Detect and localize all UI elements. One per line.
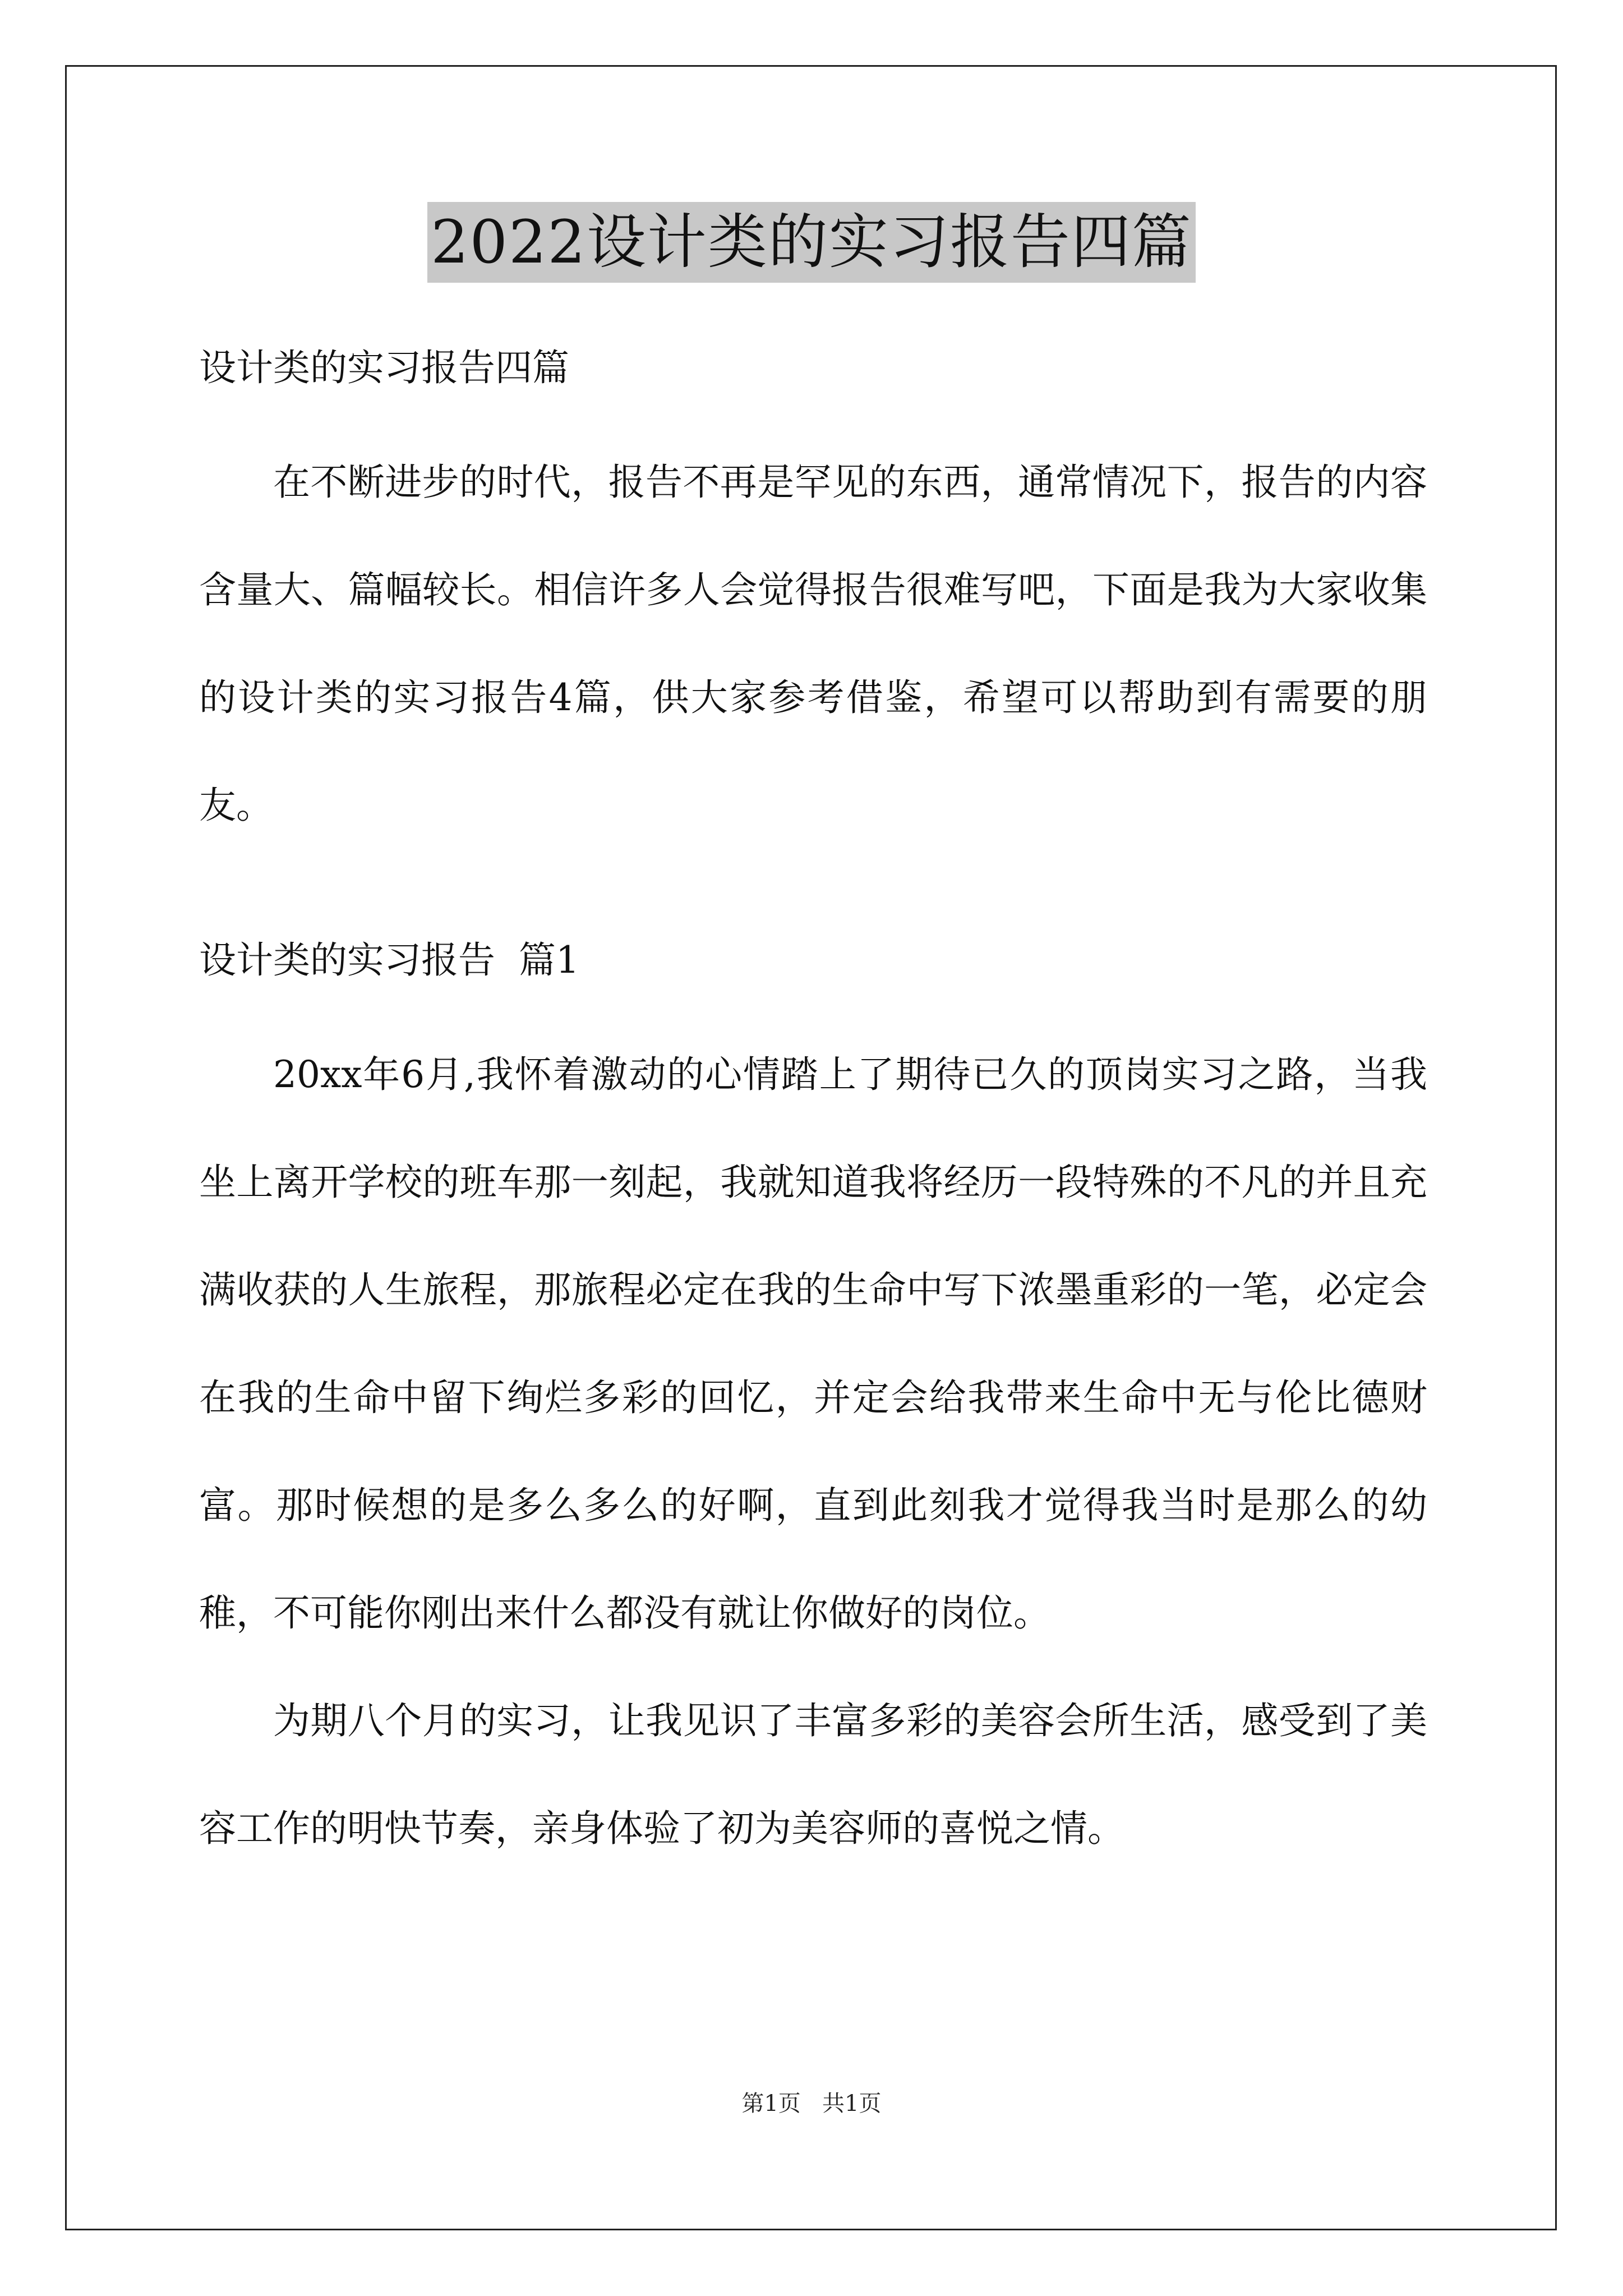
- document-body: [199, 341, 1427, 1883]
- title-container: [0, 202, 1623, 283]
- intro-paragraph: 在不断进步的时代，报告不再是罕见的东西，通常情况下，报告的内容含量大、篇幅较长。相信许多人会觉得报告很难写吧，下面是我为大家收集的设计类的实习报告4篇，供大家参考借鉴，希望可以帮助到有需要的朋友。: [199, 461, 1427, 827]
- page-footer: [0, 2087, 1623, 2120]
- section1-heading: 设计类的实习报告 篇1: [199, 938, 579, 982]
- section1-paragraph-1: 20xx年6月,我怀着激动的心情踏上了期待已久的顶岗实习之路，当我坐上离开学校的班车那一刻起，我就知道我将经历一段特殊的不凡的并且充满收获的人生旅程，那旅程必定在我的生命中写下浓墨重彩的一笔，必定会在我的生命中留下绚烂多彩的回忆，并定会给我带来生命中无与伦比德财富。那时候想的是多么多么的好啊，直到此刻我才觉得我当时是那么的幼稚，不可能你刚出来什么都没有就让你做好的岗位。: [199, 1053, 1427, 1635]
- document-title: 2022设计类的实习报告四篇: [427, 202, 1196, 283]
- section1-paragraph-2: 为期八个月的实习，让我见识了丰富多彩的美容会所生活，感受到了美容工作的明快节奏，亲身体验了初为美容师的喜悦之情。: [199, 1699, 1427, 1850]
- page-number: 第1页 共1页: [741, 2091, 882, 2116]
- intro-heading: 设计类的实习报告四篇: [199, 346, 569, 389]
